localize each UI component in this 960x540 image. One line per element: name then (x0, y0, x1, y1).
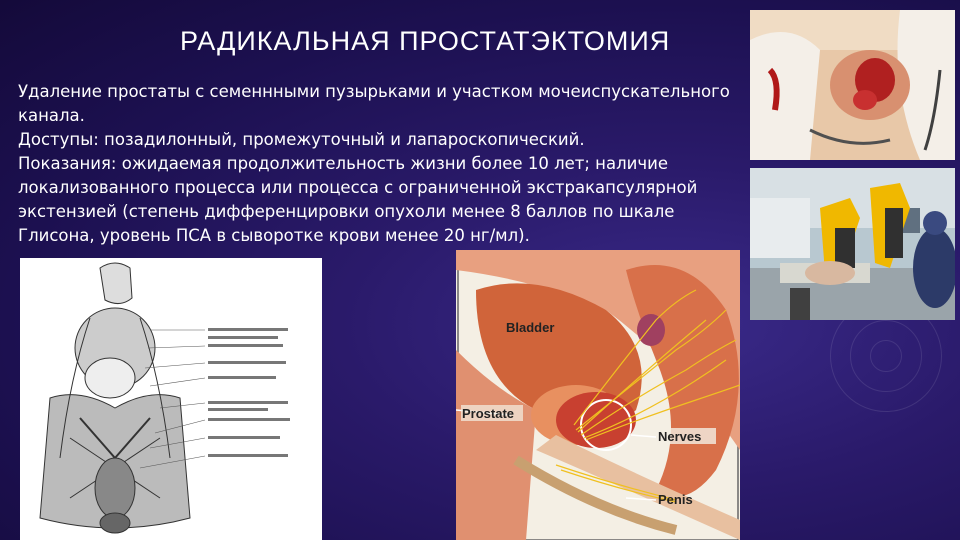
slide-title: РАДИКАЛЬНАЯ ПРОСТАТЭКТОМИЯ (180, 26, 671, 56)
anatomy-color-diagram (456, 250, 740, 540)
operating-room-photo (750, 168, 955, 320)
label-nerves: Nerves (658, 429, 702, 444)
slide-body (18, 80, 738, 248)
label-bladder: Bladder (506, 320, 555, 335)
anatomy-line-drawing (20, 258, 322, 540)
paragraph-approaches: Доступы: позадилонный, промежуточный и лапароскопический. (18, 130, 585, 149)
label-prostate: Prostate (462, 406, 515, 421)
decor-ring (870, 340, 902, 372)
label-penis: Penis (658, 492, 693, 507)
surgery-photo (750, 10, 955, 160)
paragraph-description: Удаление простаты с семеннными пузырьками и участком мочеиспускательного канала. (18, 82, 730, 125)
paragraph-indications: Показания: ожидаемая продолжительность жизни более 10 лет; наличие локализованного процесса или процесса с ограниченной экстракапсулярной экстензией (степень дифференцировки опухоли менее 8 баллов по шкале Глисона, уровень ПСА в сыворотке крови менее 20 нг/мл). (18, 154, 698, 245)
